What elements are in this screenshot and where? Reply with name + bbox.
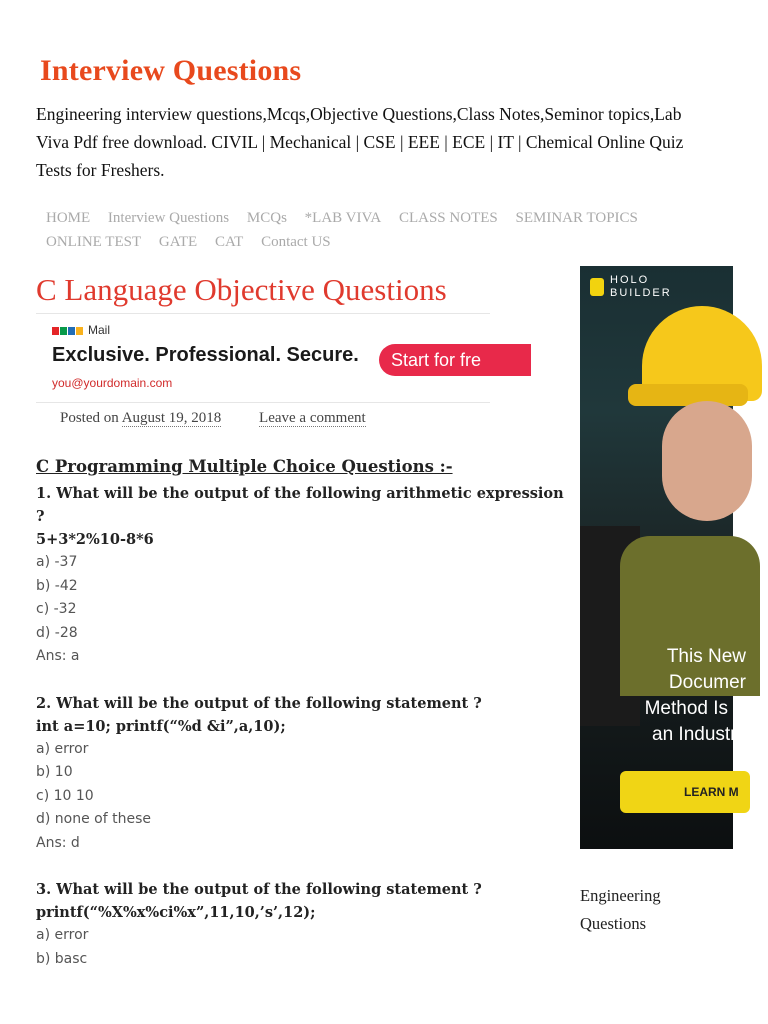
- brand-bottom: BUILDER: [610, 287, 672, 299]
- page-title: C Language Objective Questions: [36, 272, 447, 307]
- option: d) -28: [36, 624, 78, 641]
- ad-text-line: Method Is E: [644, 698, 746, 719]
- zoho-logo-icon: [76, 327, 83, 335]
- answer: Ans: a: [36, 648, 80, 664]
- nav-item-cat[interactable]: CAT: [214, 234, 244, 250]
- question-text: 3. What will be the output of the following statement ?: [36, 881, 482, 898]
- ad-text-line: This New: [666, 646, 746, 667]
- post-meta: [60, 410, 366, 427]
- zoho-mail-ad[interactable]: [36, 313, 490, 403]
- main-nav: [46, 206, 726, 254]
- nav-item-online-test[interactable]: ONLINE TEST: [46, 234, 142, 250]
- nav-item-interview-questions[interactable]: Interview Questions: [107, 210, 230, 226]
- option: a) error: [36, 927, 89, 943]
- ad-text: [626, 644, 746, 748]
- post-content: [36, 457, 566, 971]
- hard-hat-brim: [628, 384, 748, 406]
- nav-item-mcqs[interactable]: MCQs: [246, 210, 287, 226]
- zoho-mail-label: Mail: [88, 323, 111, 337]
- question-code: int a=10; printf(“%d &i”,a,10);: [36, 717, 286, 735]
- zoho-logo-icon: [60, 327, 67, 335]
- ad-email: you@yourdomain.com: [52, 376, 173, 390]
- ad-start-button[interactable]: Start for fre: [379, 344, 531, 376]
- ad-text-line: an Industry: [652, 724, 746, 745]
- post-date-link[interactable]: August 19, 2018: [121, 410, 222, 426]
- brand-top: HOLO: [610, 274, 650, 286]
- option: a) error: [36, 740, 89, 757]
- option: d) none of these: [36, 811, 152, 827]
- holobuilder-logo: [590, 274, 672, 300]
- zoho-logo: [52, 323, 110, 337]
- sidebar-title-line: Engineering: [580, 886, 661, 905]
- nav-item-seminar-topics[interactable]: SEMINAR TOPICS: [515, 210, 638, 226]
- question-text: 1. What will be the output of the following arithmetic expression ?: [36, 485, 564, 525]
- option: c) -32: [36, 601, 77, 617]
- zoho-logo-icon: [68, 327, 75, 335]
- option: a) -37: [36, 554, 78, 570]
- holobuilder-ad[interactable]: [580, 266, 746, 849]
- site-description: Engineering interview questions,Mcqs,Objective Questions,Class Notes,Seminor topics,Lab Viva Pdf free download. CIVIL | Mechanical | CSE | EEE | ECE | IT | Chemical Online Quiz Tests for Freshers.: [36, 104, 684, 180]
- nav-item-contact-us[interactable]: Contact US: [261, 234, 331, 250]
- question-code: 5+3*2%10-8*6: [36, 531, 154, 548]
- learn-more-button[interactable]: LEARN M: [620, 771, 750, 813]
- ad-photo-face: [662, 401, 752, 521]
- nav-item-gate[interactable]: GATE: [158, 234, 198, 250]
- sidebar-title-line: Questions: [580, 914, 646, 933]
- nav-item-lab-viva[interactable]: *LAB VIVA: [304, 210, 382, 226]
- nav-item-home[interactable]: HOME: [46, 210, 91, 226]
- leave-comment-link[interactable]: Leave a comment: [259, 410, 366, 426]
- holobuilder-logo-icon: [590, 278, 604, 296]
- site-title[interactable]: Interview Questions: [40, 54, 302, 87]
- posted-on-label: Posted on: [60, 410, 119, 426]
- option: c) 10 10: [36, 787, 94, 804]
- question-code: printf(“%X%x%ci%x”,11,10,’s’,12);: [36, 904, 316, 921]
- content-heading: C Programming Multiple Choice Questions :-: [36, 457, 453, 476]
- nav-item-class-notes[interactable]: CLASS NOTES: [398, 210, 498, 226]
- answer: Ans: d: [36, 834, 80, 851]
- ad-text-line: Documer: [668, 672, 746, 693]
- sidebar-widget-title: [580, 882, 710, 938]
- zoho-logo-icon: [52, 327, 59, 335]
- option: b) -42: [36, 577, 78, 594]
- option: b) 10: [36, 764, 73, 780]
- option: b) basc: [36, 950, 88, 967]
- question-text: 2. What will be the output of the following statement ?: [36, 694, 482, 712]
- ad-headline: Exclusive. Professional. Secure.: [52, 344, 359, 366]
